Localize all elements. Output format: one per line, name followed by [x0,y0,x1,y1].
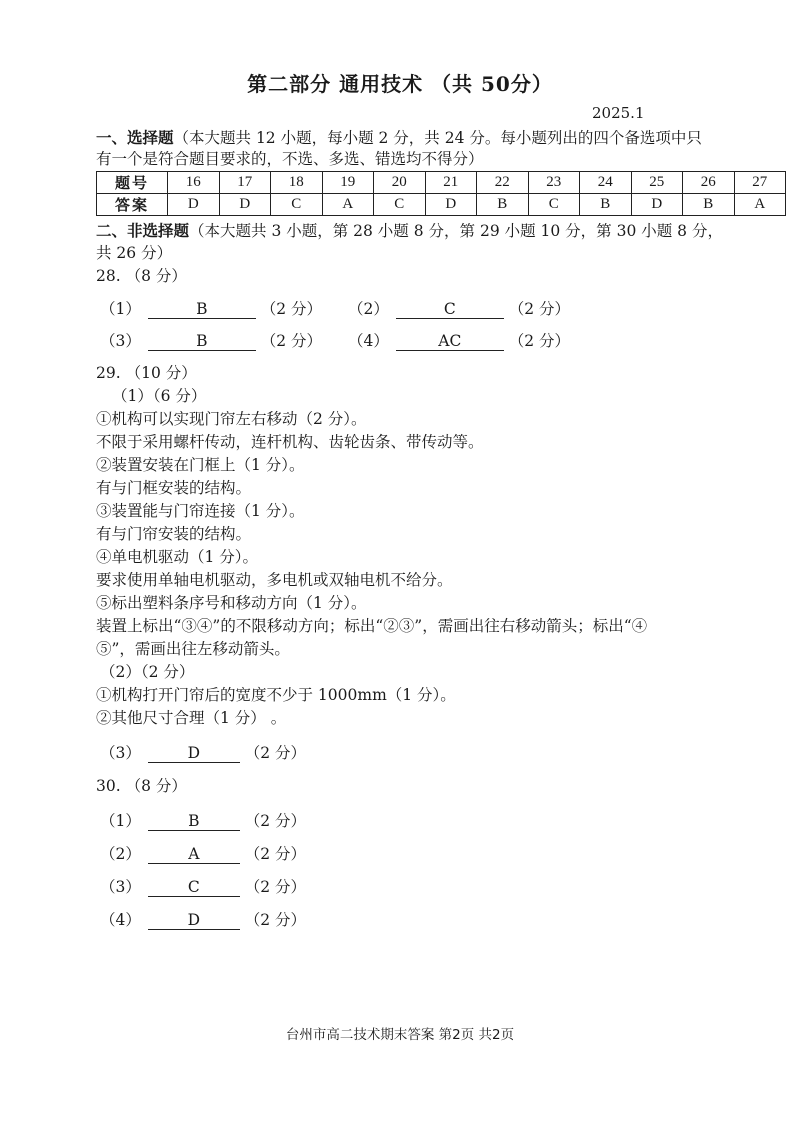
table-cell: A [734,194,786,216]
section1-heading: 一、选择题 [96,128,174,147]
answer-blank: A [148,845,240,864]
q29-part1-title: （1）（6 分） [112,387,207,405]
item-label: （2） [100,845,141,863]
q28-item-3 [100,329,322,351]
item-score: （2 分） [260,332,323,350]
exam-date: 2025.1 [592,104,645,122]
table-row-answers [97,194,786,216]
item-label: （1） [100,300,141,318]
q29-line: 有与门框安装的结构。 [96,479,252,497]
table-cell: D [168,194,220,216]
item-label: （3） [100,878,141,896]
table-cell: D [425,194,477,216]
table-cell: 17 [219,172,271,194]
item-score: （2 分） [244,878,307,896]
table-cell: B [580,194,632,216]
q29-line: ③装置能与门帘连接（1 分）。 [96,502,305,520]
item-label: （3） [100,744,141,762]
item-label: （1） [100,812,141,830]
answer-table [96,171,786,216]
table-cell: D [631,194,683,216]
q30-item-2 [100,842,306,864]
q29-line: 要求使用单轴电机驱动，多电机或双轴电机不给分。 [96,571,453,589]
section2-desc-line2: 共 26 分） [96,244,173,262]
answer-blank: D [148,744,240,763]
q29-line: 装置上标出“③④”的不限移动方向；标出“②③”，需画出往右移动箭头；标出“④ [96,617,648,635]
q29-line: ⑤”，需画出往左移动箭头。 [96,640,290,658]
table-cell: 24 [580,172,632,194]
item-score: （2 分） [244,845,307,863]
q29-part3 [100,741,306,763]
table-cell: D [219,194,271,216]
section2-desc-line1: （本大题共 3 小题，第 28 小题 8 分，第 29 小题 10 分，第 30 小题 8 分， [189,222,723,240]
item-score: （2 分） [244,744,307,762]
section2-heading: 二、非选择题 [96,221,190,240]
answer-blank: D [148,911,240,930]
table-row-numbers [97,172,786,194]
item-score: （2 分） [508,332,571,350]
q28-item-2 [348,297,570,319]
table-cell: 16 [168,172,220,194]
q29-part2-line: ②其他尺寸合理（1 分） 。 [96,709,287,727]
answer-blank: B [148,812,240,831]
item-label: （4） [348,332,389,350]
answer-blank: B [148,332,256,351]
item-score: （2 分） [244,812,307,830]
q28-item-1 [100,297,322,319]
table-cell: C [374,194,426,216]
item-score: （2 分） [244,911,307,929]
q30-item-4 [100,908,306,930]
q29-line: ①机构可以实现门帘左右移动（2 分）。 [96,410,367,428]
answer-blank: AC [396,332,504,351]
q28-title: 28. （8 分） [96,267,187,285]
item-score: （2 分） [260,300,323,318]
section1-desc-line2: 有一个是符合题目要求的，不选、多选、错选均不得分） [96,150,484,168]
table-cell: 25 [631,172,683,194]
table-cell: 20 [374,172,426,194]
q29-part2-title: （2）（2 分） [100,663,195,681]
q29-title: 29. （10 分） [96,364,197,382]
table-cell: B [683,194,735,216]
table-cell: C [271,194,323,216]
item-label: （4） [100,911,141,929]
table-cell: 26 [683,172,735,194]
answer-blank: C [396,300,504,319]
q30-item-3 [100,875,306,897]
section1-desc-line1: （本大题共 12 小题，每小题 2 分，共 24 分。每小题列出的四个备选项中只 [173,129,702,147]
table-cell: B [477,194,529,216]
q29-part2-line: ①机构打开门帘后的宽度不少于 1000mm（1 分）。 [96,686,456,704]
q29-line: 有与门帘安装的结构。 [96,525,252,543]
table-header-answer: 答案 [97,194,168,216]
q29-line: ⑤标出塑料条序号和移动方向（1 分）。 [96,594,367,612]
table-cell: 27 [734,172,786,194]
q29-line: ④单电机驱动（1 分）。 [96,548,259,566]
answer-blank: B [148,300,256,319]
q29-line: 不限于采用螺杆传动，连杆机构、齿轮齿条、带传动等。 [96,433,484,451]
q30-title: 30. （8 分） [96,777,187,795]
table-cell: A [322,194,374,216]
table-cell: 23 [528,172,580,194]
table-cell: 22 [477,172,529,194]
q30-item-1 [100,809,306,831]
item-label: （3） [100,332,141,350]
q29-line: ②装置安装在门框上（1 分）。 [96,456,305,474]
table-cell: 19 [322,172,374,194]
q28-item-4 [348,329,570,351]
item-label: （2） [348,300,389,318]
answer-blank: C [148,878,240,897]
table-cell: 18 [271,172,323,194]
page-title: 第二部分 通用技术 （共 50分） [247,72,553,96]
table-cell: C [528,194,580,216]
table-header-number: 题号 [97,172,168,194]
section2-intro [96,220,723,242]
table-cell: 21 [425,172,477,194]
page-footer: 台州市高二技术期末答案 第2页 共2页 [285,1027,515,1043]
section1-intro [96,127,702,149]
item-score: （2 分） [508,300,571,318]
